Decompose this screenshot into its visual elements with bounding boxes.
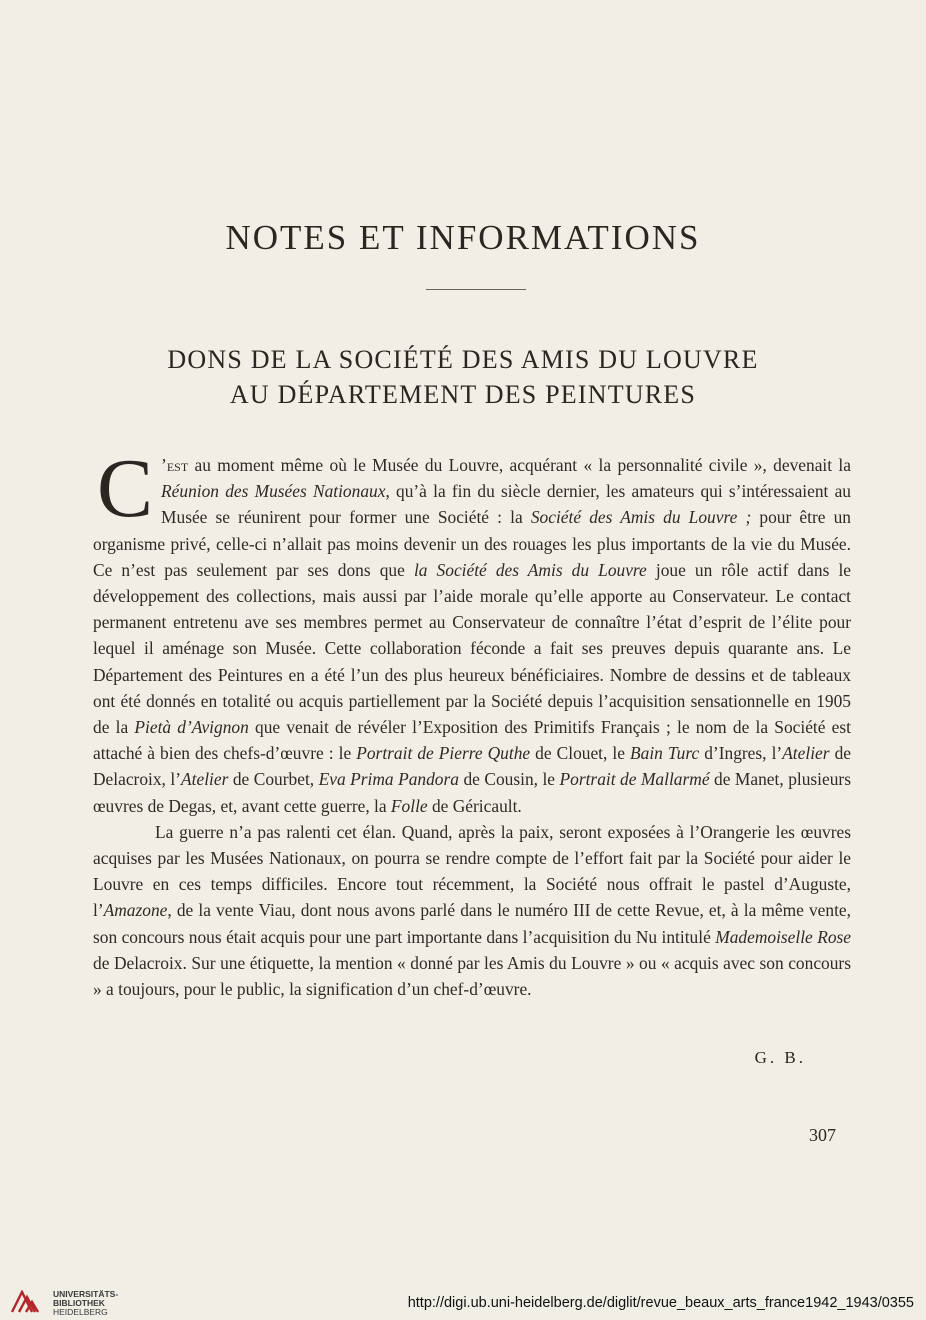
drop-cap: C — [97, 442, 154, 535]
article-title-line1: DONS DE LA SOCIÉTÉ DES AMIS DU LOUVRE — [167, 345, 759, 374]
section-title: NOTES ET INFORMATIONS — [225, 218, 701, 257]
paragraph-2: La guerre n’a pas ralenti cet élan. Quand, après la paix, seront exposées à l’Orangerie les œuvres acquises par les Musées Nationaux, on pourra se rendre compte de l’effort fait par la Société pour aider le Louvre en ces temps difficiles. Encore tout récemment, la Société nous offrait le pastel d’Auguste, l’Amazone, de la vente Viau, dont nous avons parlé dans le numéro III de cette Revue, et, à la même vente, son concours nous était acquis pour une part importante dans l’acquisition du Nu intitulé Mademoiselle Rose de Delacroix. Sur une étiquette, la mention « donné par les Amis du Louvre » ou « acquis avec son concours » a toujours, pour le public, la signification d’un chef-d’œuvre. — [93, 821, 852, 1000]
author-signature: G. B. — [754, 1048, 806, 1067]
library-logo-icon[interactable] — [10, 1290, 44, 1314]
page-number: 307 — [809, 1125, 836, 1145]
article-body — [93, 442, 852, 1002]
article-title — [0, 342, 926, 412]
paragraph-1: C ’est au moment même où le Musée du Louvre, acquérant « la personnalité civile », devenait la Réunion des Musées Nationaux, qu’à la fin du siècle dernier, les amateurs qui s’intéressaient au Musée se réunirent pour former une Société : la Société des Amis du Louvre ; pour être un organisme privé, celle-ci n’allait pas moins devenir un des rouages les plus importants de la vie du Musée. Ce n’est pas seulement par ses dons que la Société des Amis du Louvre joue un rôle actif dans le développement des collections, mais aussi par l’aide morale qu’elle apporte au Conservateur. Le contact permanent entretenu ave ses membres permet au Conservateur de connaître l’état d’esprit de l’élite pour lequel il aménage son Musée. Cette collaboration féconde a fait ses preuves depuis quarante ans. Le Département des Peintures en a été l’un des plus heureux bénéficiaires. Nombre de dessins et de tableaux ont été donnés en totalité ou acquis partiellement par la Société depuis l’acquisition sensationnelle en 1905 de la Pietà d’Avignon que venait de révéler l’Exposition des Primitifs Français ; le nom de la Société est attaché à bien des chefs-d’œuvre : le Portrait de Pierre Quthe de Clouet, le Bain Turc d’Ingres, l’Atelier de Delacroix, l’Atelier de Courbet, Eva Prima Pandora de Cousin, le Portrait de Mallarmé de Manet, plusieurs œuvres de Degas, et, avant cette guerre, la Folle de Géricault. — [93, 442, 852, 816]
article-title-line2: AU DÉPARTEMENT DES PEINTURES — [229, 380, 697, 409]
source-url-link[interactable]: http://digi.ub.uni-heidelberg.de/diglit/revue_beaux_arts_france1942_1943/0355 — [407, 1295, 914, 1311]
library-name[interactable]: UNIVERSITÄTS- BIBLIOTHEK HEIDELBERG — [53, 1289, 119, 1317]
title-divider — [426, 289, 526, 290]
